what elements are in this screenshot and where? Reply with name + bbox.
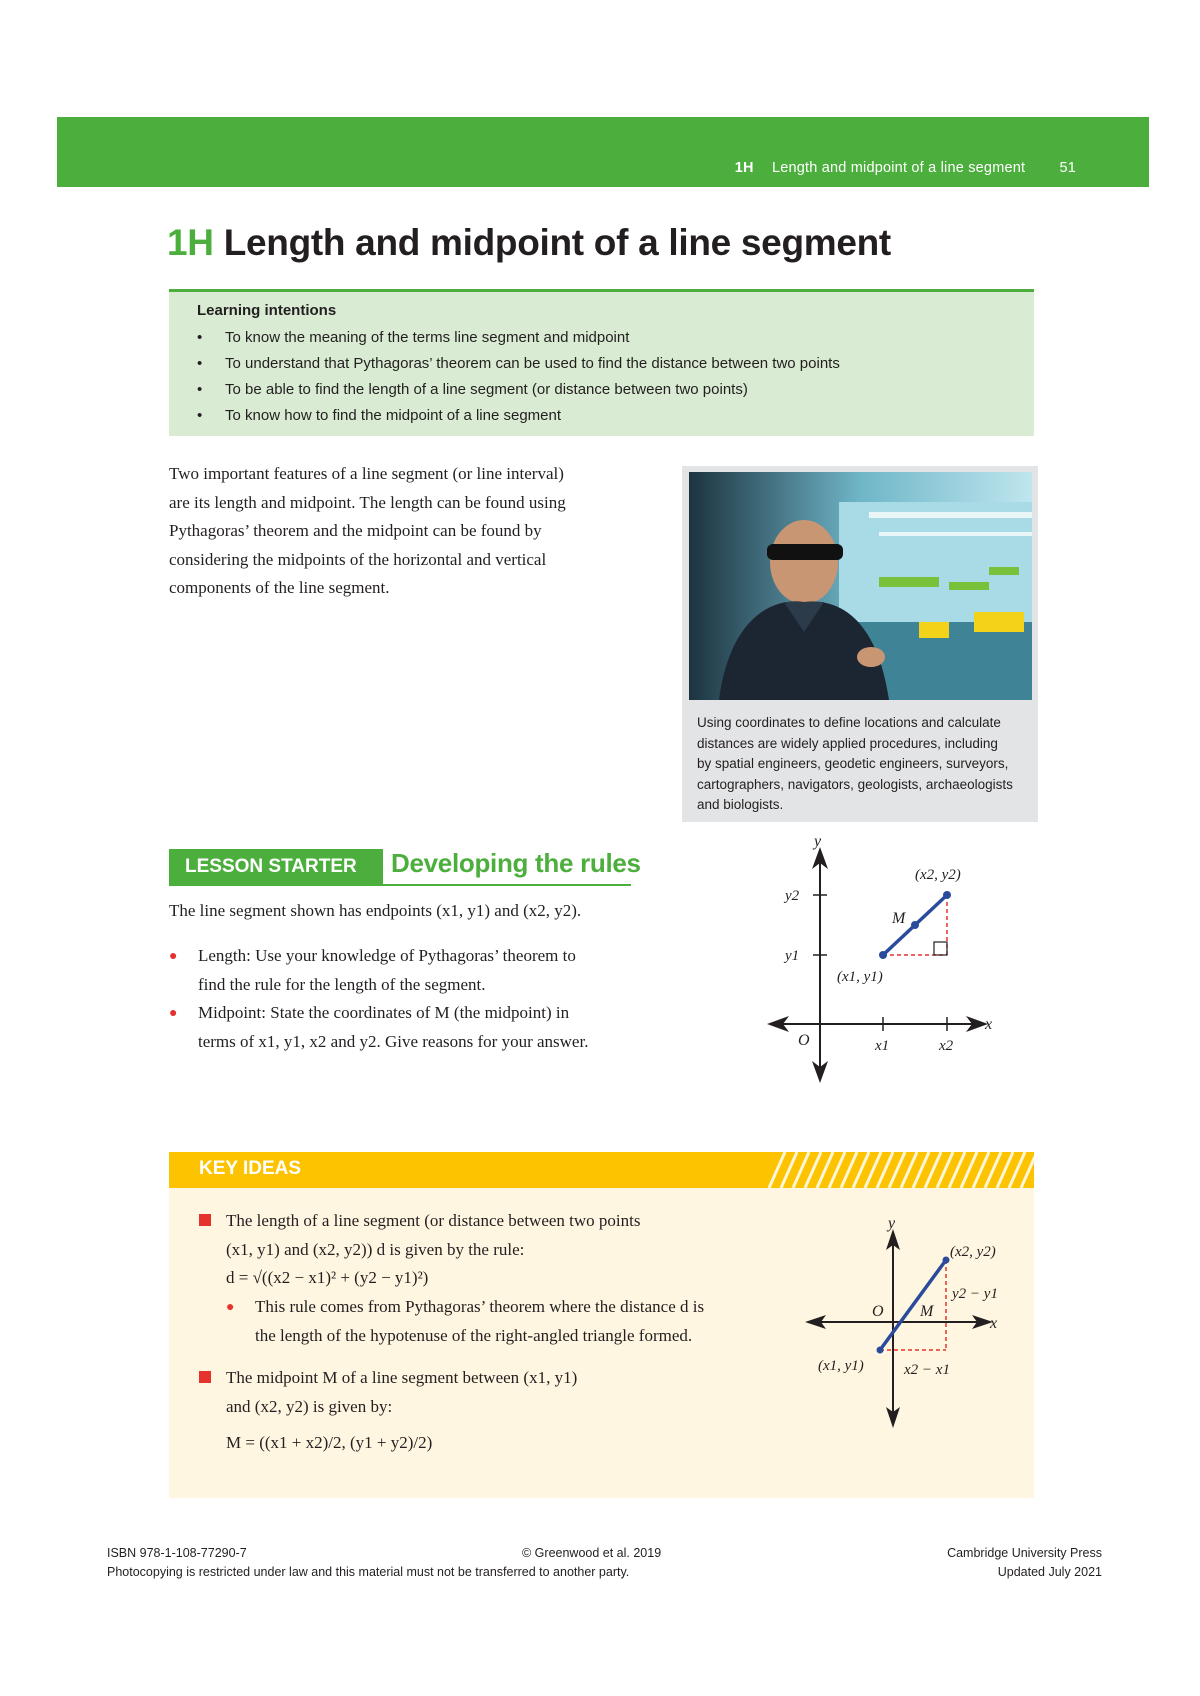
section-title-text: Length and midpoint of a line segment bbox=[223, 222, 891, 263]
y-tick-y1: y1 bbox=[785, 948, 800, 964]
learning-intention-item: • To understand that Pythagoras’ theorem can be used to find the distance between two points bbox=[197, 355, 840, 372]
lesson-starter-graph bbox=[755, 835, 1015, 1085]
lesson-starter-bullet-length: ● Length: Use your knowledge of Pythagoras’ theorem to find the rule for the length of the segment. bbox=[169, 946, 576, 995]
section-code: 1H bbox=[167, 222, 214, 263]
lesson-starter-tag: LESSON STARTER bbox=[169, 849, 383, 884]
key-x-axis-label: x bbox=[990, 1315, 998, 1332]
midpoint-label: M bbox=[892, 910, 906, 927]
lesson-starter-title: Developing the rules bbox=[391, 848, 641, 878]
lesson-starter-bullet-midpoint: ● Midpoint: State the coordinates of M (the midpoint) in terms of x1, y1, x2 and y2. Give reasons for your answer. bbox=[169, 1003, 589, 1052]
key-ideas-label: KEY IDEAS bbox=[199, 1158, 302, 1179]
key-point-1-label: (x1, y1) bbox=[818, 1358, 864, 1374]
learning-intention-item: • To know how to find the midpoint of a line segment bbox=[197, 407, 562, 424]
key-idea-length: The length of a line segment (or distance between two points (x1, y1) and (x2, y2)) d is given by the rule: d = √((x2 − x1)² + (y2 − y1)²) ● This rule comes from Pythagoras’ theorem where the distance d is the length of the hypotenuse of the right-angled triangle formed. bbox=[199, 1207, 769, 1351]
photo-caption: Using coordinates to define locations and calculate distances are widely applied procedures, including by spatial engineers, geodetic engineers, surveyors, cartographers, navigators, geologists, archaeologists and biologists. bbox=[697, 715, 1013, 812]
section-title bbox=[167, 222, 891, 264]
footer-notice: Photocopying is restricted under law and this material must not be transferred to another party. bbox=[107, 1565, 630, 1579]
lesson-starter-lead: The line segment shown has endpoints (x1, y1) and (x2, y2). bbox=[169, 901, 582, 920]
learning-intention-item: • To know the meaning of the terms line segment and midpoint bbox=[197, 329, 630, 346]
key-point-2-label: (x2, y2) bbox=[950, 1244, 996, 1260]
y-tick-y2: y2 bbox=[785, 888, 800, 904]
origin-label: O bbox=[798, 1032, 810, 1049]
x-tick-x2: x2 bbox=[939, 1038, 954, 1054]
running-header-band bbox=[57, 117, 1149, 187]
key-midpoint-label: M bbox=[920, 1303, 934, 1320]
key-horizontal-leg-label: x2 − x1 bbox=[904, 1362, 950, 1378]
x-axis-label: x bbox=[985, 1016, 993, 1033]
point-2-label: (x2, y2) bbox=[915, 867, 961, 883]
page-number: 51 bbox=[1059, 160, 1076, 176]
running-header-code: 1H bbox=[734, 160, 754, 176]
running-header bbox=[735, 160, 1076, 176]
footer-copyright: © Greenwood et al. 2019 bbox=[522, 1546, 662, 1560]
running-header-title: Length and midpoint of a line segment bbox=[771, 160, 1026, 176]
photo-engineer-vr bbox=[689, 472, 1032, 700]
footer-isbn: ISBN 978-1-108-77290-7 bbox=[107, 1546, 247, 1560]
key-idea-midpoint: The midpoint M of a line segment between (x1, y1) and (x2, y2) is given by: M = ((x1 + x2)/2, (y1 + y2)/2) bbox=[199, 1364, 769, 1458]
learning-intentions-heading: Learning intentions bbox=[197, 302, 337, 319]
key-vertical-leg-label: y2 − y1 bbox=[952, 1286, 998, 1302]
x-tick-x1: x1 bbox=[875, 1038, 890, 1054]
footer-updated: Updated July 2021 bbox=[997, 1565, 1102, 1579]
y-axis-label: y bbox=[814, 835, 822, 850]
key-ideas-graph bbox=[800, 1220, 1020, 1430]
learning-intention-item: • To be able to find the length of a line segment (or distance between two points) bbox=[197, 381, 748, 398]
intro-paragraph: Two important features of a line segment (or line interval) are its length and midpoint. The length can be found using Pythagoras’ theorem and the midpoint can be found by considering the midpoints of the horizontal and vertical components of the line segment. bbox=[169, 464, 566, 598]
point-1-label: (x1, y1) bbox=[837, 969, 883, 985]
lesson-starter-rule bbox=[169, 884, 631, 886]
key-origin-label: O bbox=[872, 1303, 884, 1320]
footer-publisher: Cambridge University Press bbox=[947, 1546, 1102, 1560]
key-y-axis-label: y bbox=[888, 1220, 896, 1232]
